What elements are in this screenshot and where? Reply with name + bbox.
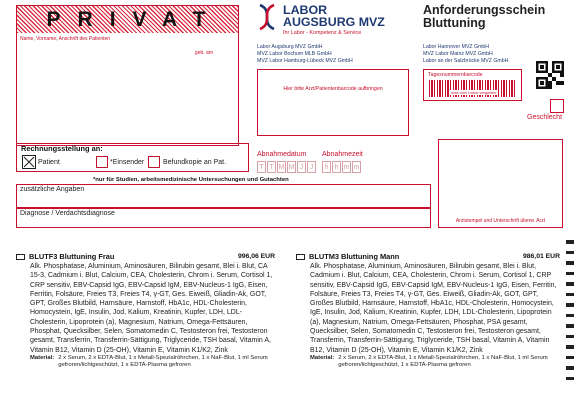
collection-date-field[interactable] [257, 161, 316, 173]
doctor-stamp-area[interactable] [438, 139, 563, 228]
additional-info-label: zusätzliche Angaben [20, 186, 85, 193]
logo-line1: LABOR [283, 3, 328, 17]
scroll-tick [566, 335, 574, 339]
billing-footnote: *nur für Studien, arbeitsmedizinische Untersuchungen und Gutachten [93, 177, 289, 183]
scroll-tick [566, 366, 574, 370]
patient-name-label: Name, Vorname, Anschrift des Patienten [20, 36, 111, 42]
logo-line2: AUGSBURG MVZ [283, 15, 385, 29]
service-title: BLUTM3 Bluttuning Mann [309, 252, 400, 261]
privat-title: PRIVAT [46, 7, 223, 31]
billing-option-copy[interactable] [148, 156, 226, 168]
dob-label: geb. am [194, 50, 213, 56]
collection-time-label: Abnahmezeit [322, 151, 363, 158]
checkbox[interactable] [96, 156, 108, 168]
scroll-tick [566, 345, 574, 349]
service-material [30, 355, 275, 370]
service-price: 996,06 EUR [237, 253, 275, 260]
scroll-tick [566, 272, 574, 276]
billing-section [16, 143, 249, 172]
qr-code-icon [536, 61, 564, 89]
scroll-tick [566, 377, 574, 381]
patient-name-field[interactable] [19, 56, 236, 142]
material-label: Material: [30, 354, 55, 361]
scroll-tick [566, 356, 574, 360]
date-cell[interactable]: T [267, 161, 276, 173]
service-checkbox[interactable] [296, 254, 305, 260]
lab-item: MVZ Labor Hamburg-Lübeck MVZ GmbH [257, 58, 353, 64]
diagnosis-label: Diagnose / Verdachtsdiagnose [20, 210, 115, 217]
lab-item: MVZ Labor Mainz MVZ GmbH [423, 51, 493, 57]
lab-list-right [423, 44, 508, 65]
patient-barcode-area [257, 69, 409, 136]
form-title-line2: Bluttuning [423, 16, 486, 30]
date-cell[interactable]: T [257, 161, 266, 173]
day-number-barcode [423, 69, 522, 101]
collection-time-field[interactable] [322, 161, 361, 173]
material-text: 2 x Serum, 2 x EDTA-Blut, 1 x Metall-Spezialröhrchen, 1 x NaF-Blut, 1 ml Serum gefroren/lichtgeschützt, 1 x EDTA-Plasma gefroren [338, 354, 548, 369]
stamp-label: Arztstempel und Unterschrift überw. Arzt [455, 218, 546, 224]
lab-item: Labor Hannover MVZ GmbH [423, 44, 490, 50]
service-mann [296, 252, 560, 370]
billing-option-label: Befundkopie an Pat. [163, 158, 227, 166]
scroll-tick [566, 282, 574, 286]
service-description: Alk. Phosphatase, Aluminium, Aminosäuren, Bilirubin gesamt, Blei i. Blut, CA 15-3, Cadmium i. Blut, Calcium, CEA, Cholesterin, Chrom i. Serum, Cortisol 1, CRP sensitiv, EBV-Capsid IgG, EBV-Capsid IgM, EBV-Nucleus-1 IgG, Eisen, Ferritin, Folsäure, Freies T3, Freies T4, γ-GT, Ges. Eiweiß, Gliadin-Ak, GOT, GPT, Großes Blutbild, Harnsäure, Harnstoff, HbA1c, HDL-Cholesterin, Homocystein, IgE, Insulin, Jod, Kalium, Kreatinin, Kupfer, LDH, LDL-Cholesterin, Lipoprotein (a), Magnesium, Natrium, Omega-Fettsäuren, Phosphat, Quecksilber, Selen, Somatomedin C, Testosteron frei, Testosteron gesamt, Transferrin, Transferrin-Sättigung, Triglyceride, TSH basal, Vitamin A, Vitamin B12, Vitamin D (25-OH), Vitamin E, Vitamin K1/K2, Zink [30, 263, 273, 354]
scroll-tick [566, 324, 574, 328]
scroll-tick [566, 261, 574, 265]
logo-tagline: Ihr Labor - Kompetenz & Service [283, 30, 362, 36]
scroll-tick [566, 293, 574, 297]
lab-item: Labor an der Salzbrücke MVZ GmbH [423, 58, 509, 64]
time-cell[interactable]: m [352, 161, 361, 173]
material-text: 2 x Serum, 2 x EDTA-Blut, 1 x Metall-Spezialröhrchen, 1 x NaF-Blut, 1 ml Serum gefroren/lichtgeschützt, 1 x EDTA-Plasma gefroren [58, 354, 268, 369]
material-label: Material: [310, 354, 335, 361]
billing-option-patient[interactable] [22, 155, 60, 169]
sex-label: Geschlecht [527, 114, 563, 121]
service-description: Alk. Phosphatase, Aluminium, Aminosäuren, Bilirubin gesamt, Blei i. Blut, Cadmium i. Blut, Calcium, CEA, Cholesterin, Chrom i. Serum, Cortisol 1, CRP sensitiv, EBV-Capsid IgG, EBV-Capsid IgM, EBV-Nucleus-1 IgG, Eisen, Ferritin, Folsäure, Freies T3, Freies T4, γ-GT, Ges. Eiweiß, Gliadin-Ak, GOT, GPT, Großes Blutbild, Harnsäure, Harnstoff, HbA1c, HDL-Cholesterin, Homocystein, IgE, Insulin, Jod, Kalium, Kreatinin, Kupfer, LDH, LDL-Cholesterin, Lipoprotein (a), Magnesium, Natrium, Omega-Fettsäuren, Phosphat, PSA gesamt, Quecksilber, Selen, Somatomedin C, Testosteron frei, Testosteron gesamt, Transferrin, Transferrin-Sättigung, Triglyceride, TSH basal, Vitamin A, Vitamin B12, Vitamin D (25-OH), Vitamin E, Vitamin K1/K2, Zink [310, 263, 557, 354]
sex-checkbox[interactable] [550, 99, 564, 113]
billing-option-label: Patient [38, 158, 60, 166]
date-cell[interactable]: J [297, 161, 306, 173]
time-cell[interactable]: h [332, 161, 341, 173]
scroll-tick [566, 314, 574, 318]
lab-item: Labor Augsburg MVZ GmbH [257, 44, 323, 50]
billing-title: Rechnungsstellung an: [21, 144, 103, 153]
date-cell[interactable]: M [277, 161, 286, 173]
lab-list-left [257, 44, 353, 65]
day-number-sub: wird vom Labor vergeben [451, 90, 497, 95]
service-title: BLUTF3 Bluttuning Frau [29, 252, 115, 261]
privat-banner [17, 6, 238, 33]
patient-info-box [16, 5, 239, 146]
scroll-tick [566, 251, 574, 255]
scroll-tick [566, 303, 574, 307]
service-checkbox[interactable] [16, 254, 25, 260]
collection-date-label: Abnahmedatum [257, 151, 307, 158]
time-cell[interactable]: h [322, 161, 331, 173]
service-frau [16, 252, 275, 370]
date-cell[interactable]: M [287, 161, 296, 173]
lab-logo [256, 3, 396, 43]
diagnosis-field[interactable] [16, 208, 431, 228]
form-title [423, 4, 545, 30]
day-number-label: Tagesnummernbarcode [428, 72, 483, 78]
barcode-area-label: Hier bitte Arzt/Patientenbarcode aufbringen [283, 86, 383, 92]
helix-icon [256, 3, 278, 31]
scroll-tick [566, 240, 574, 244]
billing-option-label: *Einsender [110, 158, 145, 166]
checkbox[interactable] [148, 156, 160, 168]
lab-item: MVZ Labor Bochum MLB GmbH [257, 51, 332, 57]
service-price: 986,01 EUR [522, 253, 560, 260]
date-cell[interactable]: J [307, 161, 316, 173]
service-material [310, 355, 560, 370]
additional-info-field[interactable] [16, 184, 431, 208]
time-cell[interactable]: m [342, 161, 351, 173]
page-scrollbar[interactable] [566, 240, 574, 380]
checked-checkbox-icon[interactable] [22, 155, 36, 169]
billing-option-einsender[interactable] [96, 156, 144, 168]
form-title-line1: Anforderungsschein [423, 3, 546, 17]
